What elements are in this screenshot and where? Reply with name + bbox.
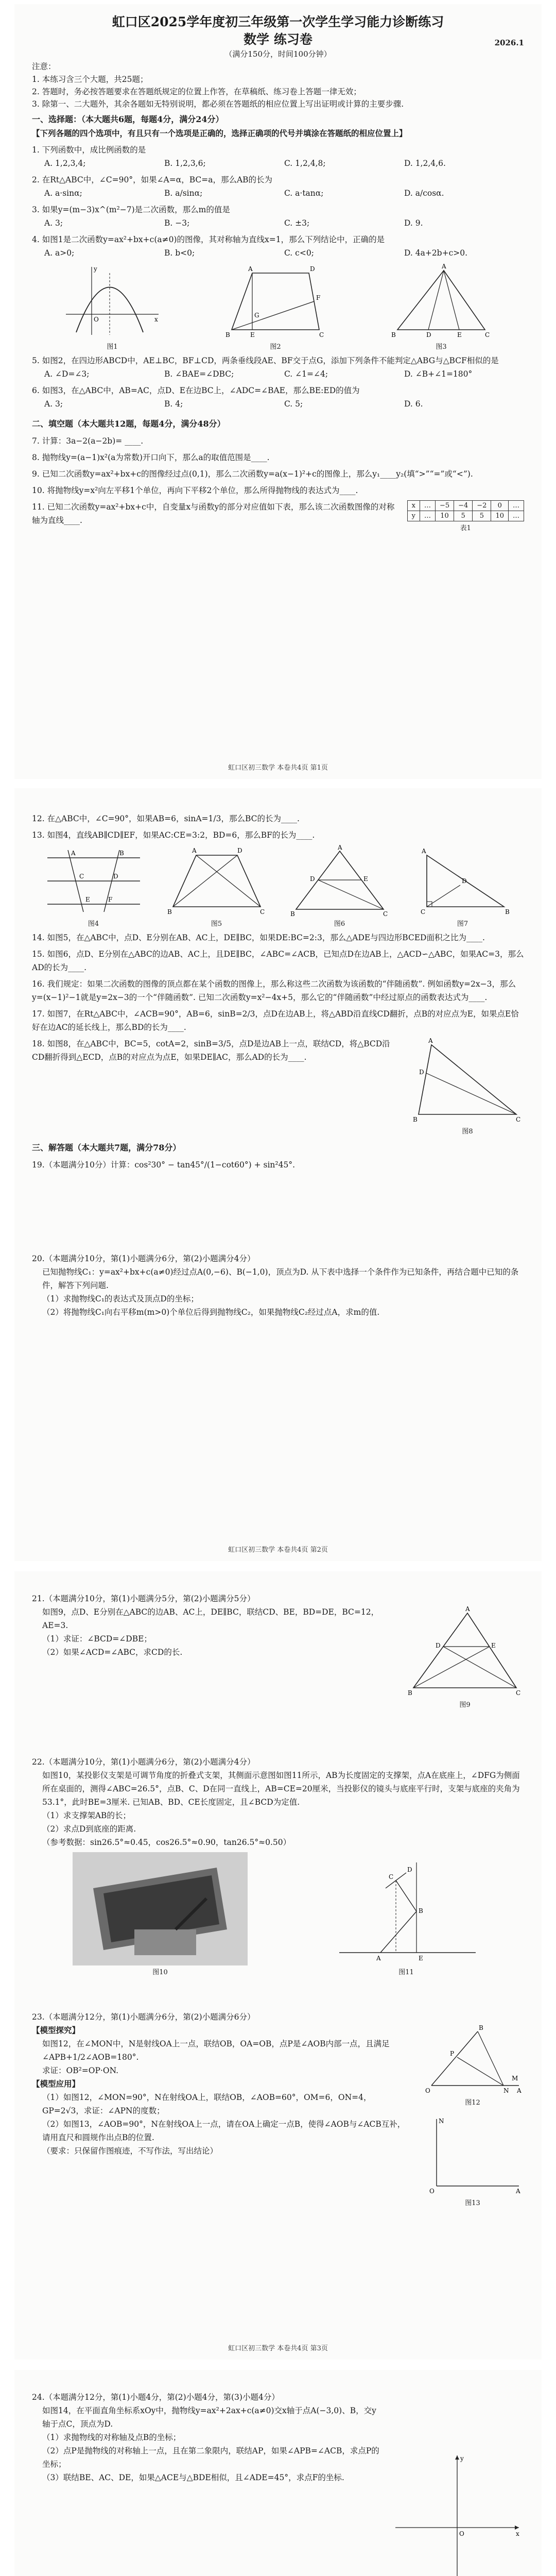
svg-text:G: G — [254, 312, 259, 319]
svg-text:B: B — [167, 908, 172, 916]
figures-1-3 — [32, 263, 524, 351]
figure-10 — [73, 1852, 248, 1976]
question-5-options — [32, 367, 524, 381]
svg-text:A: A — [71, 850, 76, 857]
question-22-reference: （参考数据：sin26.5°≈0.45，cos26.5°≈0.90，tan26.5°≈0.50） — [42, 1838, 291, 1847]
triangle-de-bc-diagram — [406, 1605, 524, 1698]
page-3-footer: 虹口区初三数学 本卷共4页 第3页 — [228, 2345, 328, 2352]
svg-text:A: A — [376, 1955, 381, 1962]
question-23-section-b: 【模型应用】 — [32, 2079, 80, 2089]
figure-4 — [42, 845, 145, 928]
page-2-footer: 虹口区初三数学 本卷共4页 第2页 — [228, 1546, 328, 1554]
svg-text:A: A — [516, 2188, 520, 2195]
figure-9-caption: 图9 — [459, 1701, 471, 1709]
figure-6-caption: 图6 — [334, 920, 345, 928]
question-23-claim: 求证：OB²=OP·ON. — [42, 2066, 119, 2075]
figure-8 — [411, 1037, 524, 1136]
figure-9 — [406, 1605, 524, 1709]
svg-text:D: D — [407, 1866, 412, 1873]
page-1-footer: 虹口区初三数学 本卷共4页 第1页 — [228, 764, 328, 772]
option: B. 4; — [164, 399, 183, 409]
option: A. a·sinα; — [44, 189, 82, 198]
svg-text:C: C — [516, 1689, 521, 1697]
page-4 — [14, 2370, 542, 2576]
question-21-part-1: （1）求证：∠BCD=∠DBE； — [42, 1634, 152, 1643]
svg-text:D: D — [113, 873, 118, 880]
option: B. b<0; — [164, 248, 195, 258]
question-23-part-2: （2）如图13，∠AOB=90°，N在射线OA上一点，请在OA上确定一点B，使得∠AOB与∠ACB互补，请用直尺和圆规作出点B的位置. — [42, 2120, 406, 2142]
svg-text:O: O — [94, 316, 99, 323]
question-6: 6. 如图3，在△ABC中，AB=AC，点D、E在边BC上，∠ADC=∠BAE，那么BE:ED的值为 — [32, 386, 360, 395]
triangle-diagram — [387, 263, 495, 340]
svg-text:A: A — [337, 845, 342, 851]
svg-text:B: B — [413, 1116, 418, 1123]
quadrilateral-diagram — [221, 263, 329, 340]
svg-text:C: C — [485, 331, 490, 338]
page-2 — [14, 788, 542, 1561]
question-20-part-2: （2）将抛物线C₁向右平移m(m>0)个单位后得到抛物线C₂，如果抛物线C₂经过点A，求m的值. — [42, 1308, 380, 1317]
figure-5-caption: 图5 — [211, 920, 222, 928]
svg-text:B: B — [391, 331, 396, 338]
svg-text:E: E — [85, 896, 90, 903]
notes-heading: 注意： — [32, 62, 56, 71]
exam-score-time: （满分150分，时间100分钟） — [224, 49, 332, 59]
question-20-text: 已知抛物线C₁：y=ax²+bx+c(a≠0)经过点A(0,−6)、B(−1,0)，顶点为D. 从下表中选择一个条件作为已知条件，再结合题中已知的条件，解答下列问题. — [42, 1267, 519, 1290]
question-2-options — [32, 187, 524, 200]
option: D. a/cosα. — [404, 189, 444, 198]
angle-model-diagram — [421, 2024, 524, 2096]
svg-text:C: C — [389, 1873, 394, 1880]
question-17: 17. 如图7，在Rt△ABC中，∠ACB=90°，AB=6，sinB=2/3，点D在边AB上，将△ABD沿直线CD翻折，点B的对应点为E，如果点E恰好在边AC的延长线上，那么BD的长为____. — [32, 1009, 519, 1032]
svg-text:C: C — [420, 908, 425, 916]
table-1-caption: 表1 — [460, 524, 471, 532]
value-table — [407, 500, 524, 521]
question-23-section-a: 【模型探究】 — [32, 2025, 80, 2035]
question-24-text: 如图14，在平面直角坐标系xOy中，抛物线y=ax²+2ax+c(a≠0)交x轴于点A(−3,0)、B，交y轴于点C，顶点为D. — [42, 2406, 376, 2429]
fold-triangle-diagram — [411, 1037, 524, 1125]
svg-text:C: C — [259, 908, 265, 916]
question-22-text: 如图10，某投影仪支架是可调节角度的折叠式支架，其侧面示意图如图11所示，AB为长度固定的支撑架，点A在底座上，∠DFG为侧面所在桌面的，测得∠ABC=26.5°，点B、C、D在同一直线上，AB=CE=20厘米，当投影仪的镜头与底座平行时，支架与底座的夹角为53.1°，此时BE=3厘米. 已知AB、BD、CE长度固定，且∠BCD为定值. — [42, 1771, 520, 1807]
question-3-options — [32, 216, 524, 230]
table-1 — [407, 500, 524, 532]
option: B. ∠BAE=∠DBC; — [164, 369, 234, 379]
figure-14 — [390, 2450, 524, 2576]
option: A. 3; — [44, 218, 63, 228]
question-15: 15. 如图6，点D、E分别在△ABC的边AB、AC上，且DE∥BC，∠ABC=∠ACB，已知点D在边AB上，△ACD∽△ABC，如果AC=3，那么AD的长为____. — [32, 950, 524, 972]
question-20-part-1: （1）求抛物线C₁的表达式及顶点D的坐标； — [42, 1294, 199, 1303]
exam-title: 虹口区2025学年度初三年级第一次学生学习能力诊断练习 — [112, 14, 444, 29]
section-3-heading: 三、解答题（本大题共7题，满分78分） — [32, 1143, 181, 1153]
svg-text:x: x — [154, 316, 158, 323]
svg-text:F: F — [108, 896, 112, 903]
svg-text:O: O — [459, 2530, 464, 2537]
question-1-options — [32, 157, 524, 170]
triangle-de-diagram — [288, 845, 391, 917]
option: C. ±3; — [284, 218, 310, 228]
svg-text:y: y — [460, 2455, 464, 2462]
svg-text:N: N — [439, 2117, 444, 2125]
option: D. 1,2,4,6. — [404, 159, 446, 168]
question-8: 8. 抛物线y=(a−1)x²(a为常数)开口向下，那么a的取值范围是____. — [32, 453, 270, 462]
question-16: 16. 我们规定：如果二次函数的图像的顶点都在某个函数的图像上，那么称这些二次函数为该函数的“伴随函数”. 例如函数y=2x−3，那么y=(x−1)²−1就是y=2x−3的一个“伴随函数”. 已知二次函数y=x²−4x+5，那么它的“伴随函数”中经过原点的函数表达式为____. — [32, 979, 516, 1002]
option: C. a·tanα; — [284, 189, 324, 198]
option: B. 1,2,3,6; — [164, 159, 206, 168]
note-2: 2. 答题时，务必按答题要求在答题纸规定的位置上作答，在草稿纸、练习卷上答题一律无效； — [32, 87, 361, 96]
svg-text:D: D — [426, 331, 431, 338]
svg-text:D: D — [436, 1642, 441, 1649]
question-21-part-2: （2）如果∠ACD=∠ABC，求CD的长. — [42, 1648, 183, 1657]
figure-2-caption: 图2 — [270, 343, 281, 351]
coordinate-plane — [390, 2450, 524, 2576]
option: C. c<0; — [284, 248, 314, 258]
option: D. 4a+2b+c>0. — [404, 248, 468, 258]
svg-text:O: O — [429, 2188, 435, 2195]
option: D. 9. — [404, 218, 423, 228]
parabola-graph — [61, 263, 164, 340]
figure-7 — [411, 845, 514, 928]
right-angle-construction — [421, 2114, 524, 2196]
svg-text:E: E — [457, 331, 462, 338]
section-2-heading: 二、填空题（本大题共12题，每题4分，满分48分） — [32, 419, 225, 429]
figure-11 — [329, 1852, 483, 1976]
svg-text:B: B — [505, 908, 510, 916]
right-triangle-diagram — [411, 845, 514, 917]
question-12: 12. 在△ABC中，∠C=90°，如果AB=6，sinA=1/3，那么BC的长为____. — [32, 814, 300, 823]
option: A. 3; — [44, 399, 63, 409]
question-23-requirement: （要求：只保留作图痕迹，不写作法，写出结论） — [42, 2146, 218, 2156]
question-19: 19.（本题满分10分）计算：cos²30° − tan45°/(1−cot60°) + sin²45°. — [32, 1160, 296, 1170]
svg-text:N: N — [503, 2087, 509, 2094]
svg-text:A: A — [421, 848, 426, 855]
figure-13 — [421, 2114, 524, 2207]
section-1-heading: 一、选择题：（本大题共6题，每题4分，满分24分） — [32, 114, 224, 124]
svg-text:C: C — [319, 331, 324, 338]
option: C. 5; — [284, 399, 303, 409]
option: D. ∠B+∠1=180° — [404, 369, 473, 379]
figure-13-caption: 图13 — [465, 2199, 480, 2207]
note-1: 1. 本练习含三个大题，共25题； — [32, 75, 148, 84]
question-14: 14. 如图5，在△ABC中，点D、E分别在AB、AC上，DE∥BC，如果DE:BC=2:3，那么△ADE与四边形BCED面积之比为____. — [32, 933, 485, 942]
question-3: 3. 如果y=(m−3)x^(m²−7)是二次函数，那么m的值是 — [32, 205, 230, 214]
question-22-part-1: （1）求支撑架AB的长； — [42, 1811, 131, 1820]
question-22-part-2: （2）求点D到底座的距离. — [42, 1824, 136, 1834]
exam-subtitle: 数学 练习卷 — [244, 32, 312, 47]
parallel-lines-diagram — [42, 845, 145, 917]
figure-8-caption: 图8 — [462, 1128, 473, 1136]
option: A. a>0; — [44, 248, 75, 258]
svg-text:A: A — [517, 2087, 522, 2094]
option: B. −3; — [164, 218, 190, 228]
question-10: 10. 将抛物线y=x²向左平移1个单位，再向下平移2个单位，那么所得抛物线的表达式为____. — [32, 486, 358, 495]
question-18: 18. 如图8，在△ABC中，BC=5，cotA=2，sinB=3/5，点D是边AB上一点，联结CD，将△BCD沿CD翻折得到△ECD，点B的对应点为点E，如果DE∥AC，那么AD的长为____. — [32, 1039, 390, 1062]
question-24-part-2: （2）点P是抛物线的对称轴上一点，且在第二象限内，联结AP，如果∠APB=∠ACB，求点P的坐标； — [42, 2446, 379, 2469]
figure-12 — [421, 2024, 524, 2107]
svg-text:E: E — [250, 331, 255, 338]
svg-text:D: D — [419, 1069, 424, 1076]
option: B. a/sinα; — [164, 189, 203, 198]
question-13: 13. 如图4，直线AB∥CD∥EF，如果AC:CE=3:2，BD=6，那么BF的长为____. — [32, 831, 315, 840]
svg-text:B: B — [225, 331, 230, 338]
option: D. 6. — [404, 399, 423, 409]
figure-7-caption: 图7 — [457, 920, 468, 928]
svg-text:x: x — [516, 2530, 519, 2537]
figures-4-7 — [32, 845, 524, 928]
figure-10-caption: 图10 — [152, 1969, 168, 1976]
figure-3 — [387, 263, 495, 351]
svg-text:A: A — [192, 847, 197, 854]
option: C. ∠1=∠4; — [284, 369, 328, 379]
svg-text:F: F — [316, 294, 321, 301]
exam-date: 2026.1 — [494, 38, 524, 47]
question-24-part-3: （3）联结BE、AC、DE，如果△ACE与△BDE相似，且∠ADE=45°，求点F的坐标. — [42, 2473, 344, 2482]
svg-text:D: D — [310, 265, 315, 273]
page-1 — [14, 4, 542, 779]
question-6-options — [32, 397, 524, 411]
question-11: 11. 已知二次函数y=ax²+bx+c中，自变量x与函数y的部分对应值如下表，那么该二次函数图像的对称轴为直线____. — [32, 502, 395, 525]
figure-4-caption: 图4 — [88, 920, 99, 928]
svg-text:B: B — [408, 1689, 412, 1697]
svg-text:B: B — [419, 1907, 423, 1914]
question-21-text: 如图9，点D、E分别在△ABC的边AB、AC上，DE∥BC，联结CD、BE，BD=DE，BC=12，AE=3. — [42, 1607, 379, 1630]
projector-stand-diagram — [329, 1852, 483, 1965]
svg-text:E: E — [363, 875, 368, 883]
svg-text:C: C — [79, 873, 84, 880]
figure-1-caption: 图1 — [107, 343, 118, 351]
projector-photo — [73, 1852, 248, 1965]
question-23-part-1: （1）如图12，∠MON=90°，N在射线OA上，联结OB，∠AOB=60°，OM=6，ON=4，GP=2√3，求证：∠APN的度数； — [42, 2093, 372, 2115]
question-2: 2. 在Rt△ABC中，∠C=90°，如果∠A=α，BC=a，那么AB的长为 — [32, 175, 273, 184]
svg-text:A: A — [248, 265, 253, 273]
section-1-note: 【下列各题的四个选项中，有且只有一个选项是正确的，选择正确项的代号并填涂在答题纸的相应位置上】 — [32, 128, 407, 138]
question-23: 23.（本题满分12分，第(1)小题满分6分，第(2)小题满分6分） — [32, 2012, 255, 2022]
question-24: 24.（本题满分12分，第(1)小题4分，第(2)小题4分，第(3)小题4分） — [32, 2393, 280, 2402]
question-22: 22.（本题满分10分，第(1)小题满分6分，第(2)小题满分4分） — [32, 1757, 255, 1767]
figure-1 — [61, 263, 164, 351]
svg-text:C: C — [383, 910, 388, 917]
figure-12-caption: 图12 — [465, 2099, 480, 2107]
table-row: y … 10 5 5 10 … — [407, 511, 524, 521]
question-4: 4. 如图1是二次函数y=ax²+bx+c(a≠0)的图像，其对称轴为直线x=1，那么下列结论中，正确的是 — [32, 235, 385, 244]
note-3: 3. 除第一、二大题外，其余各题如无特别说明，都必须在答题纸的相应位置上写出证明或计算的主要步骤. — [32, 99, 404, 109]
option: A. 1,2,3,4; — [44, 159, 86, 168]
figure-3-caption: 图3 — [436, 343, 447, 351]
question-9: 9. 已知二次函数y=ax²+bx+c的图像经过点(0,1)，那么二次函数y=a(x−1)²+c的图像上，那么y₁____y₂(填“>”“=”或“<”). — [32, 469, 473, 479]
svg-text:A: A — [442, 263, 446, 270]
table-row: x … −5 −4 −2 0 … — [407, 501, 524, 511]
svg-text:D: D — [461, 877, 467, 885]
question-23-text: 如图12，在∠MON中，N是射线OA上一点，联结OB，OA=OB，点P是∠AOB内部一点，且满足∠APB+1/2∠AOB=180°. — [42, 2039, 390, 2062]
svg-text:B: B — [119, 850, 124, 857]
svg-text:D: D — [309, 875, 315, 883]
option: A. ∠D=∠3; — [44, 369, 90, 379]
svg-text:A: A — [428, 1037, 433, 1044]
figure-6 — [288, 845, 391, 928]
question-4-options — [32, 246, 524, 260]
svg-text:O: O — [425, 2087, 430, 2094]
svg-text:M: M — [512, 2075, 518, 2082]
svg-text:E: E — [491, 1642, 496, 1649]
svg-text:B: B — [290, 910, 295, 917]
svg-text:B: B — [479, 2024, 483, 2031]
figure-2 — [221, 263, 329, 351]
question-20: 20.（本题满分10分，第(1)小题满分6分，第(2)小题满分4分） — [32, 1254, 255, 1263]
question-21: 21.（本题满分10分，第(1)小题满分5分，第(2)小题满分5分） — [32, 1594, 255, 1603]
svg-text:P: P — [450, 2050, 455, 2057]
svg-text:E: E — [419, 1955, 423, 1962]
svg-text:C: C — [516, 1116, 521, 1123]
svg-text:A: A — [465, 1605, 470, 1613]
svg-text:D: D — [237, 847, 242, 854]
question-1: 1. 下列函数中，成比例函数的是 — [32, 145, 146, 155]
figure-11-caption: 图11 — [398, 1969, 414, 1976]
option: C. 1,2,4,8; — [284, 159, 326, 168]
page-3 — [14, 1571, 542, 2360]
svg-text:y: y — [94, 265, 97, 273]
question-7: 7. 计算：3a−2(a−2b)= ____. — [32, 436, 144, 446]
question-5: 5. 如图2，在四边形ABCD中，AE⊥BC，BF⊥CD，两条垂线段AE、BF交于点G，添加下列条件不能判定△ABG与△BCF相似的是 — [32, 356, 499, 365]
figure-5 — [165, 845, 268, 928]
question-24-part-1: （1）求抛物线的对称轴及点B的坐标； — [42, 2433, 181, 2442]
trapezoid-diagram — [165, 845, 268, 917]
